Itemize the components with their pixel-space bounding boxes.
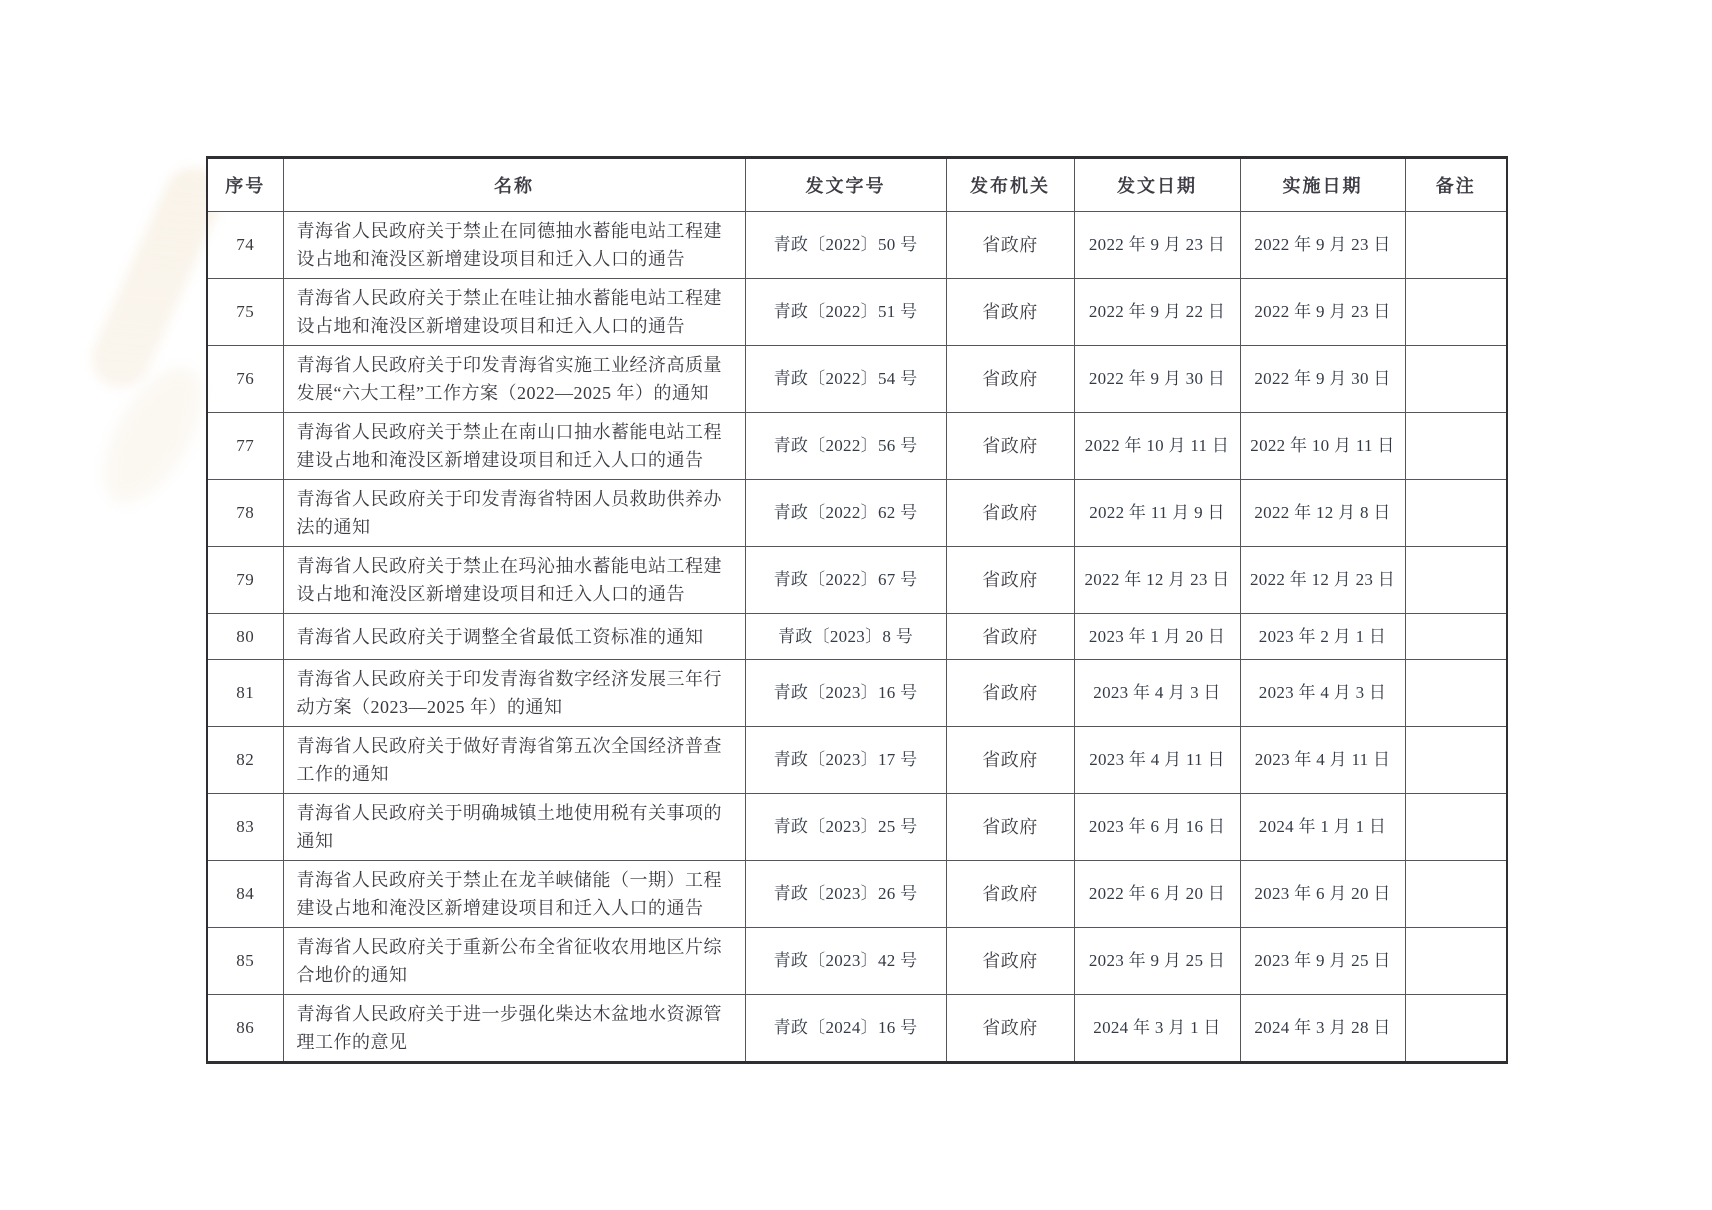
table-row [207, 995, 1507, 1063]
remark-cell [1405, 346, 1507, 413]
issuing-agency-cell: 省政府 [946, 995, 1074, 1063]
serial-number-cell: 84 [207, 861, 283, 928]
issuing-agency-cell: 省政府 [946, 928, 1074, 995]
serial-number-cell: 82 [207, 727, 283, 794]
implementation-date-cell: 2022 年 12 月 8 日 [1240, 480, 1405, 547]
remark-cell [1405, 727, 1507, 794]
document-name-cell: 青海省人民政府关于明确城镇土地使用税有关事项的通知 [283, 794, 745, 861]
issue-date-cell: 2023 年 4 月 3 日 [1074, 660, 1240, 727]
document-name-cell: 青海省人民政府关于做好青海省第五次全国经济普查工作的通知 [283, 727, 745, 794]
header-document-number: 发文字号 [745, 158, 946, 212]
serial-number-cell: 81 [207, 660, 283, 727]
table-row [207, 547, 1507, 614]
serial-number-cell: 86 [207, 995, 283, 1063]
document-number-cell: 青政〔2023〕8 号 [745, 614, 946, 660]
document-name-cell: 青海省人民政府关于禁止在同德抽水蓄能电站工程建设占地和淹没区新增建设项目和迁入人口的通告 [283, 212, 745, 279]
header-row [207, 158, 1507, 212]
issuing-agency-cell: 省政府 [946, 212, 1074, 279]
remark-cell [1405, 547, 1507, 614]
document-name-cell: 青海省人民政府关于禁止在龙羊峡储能（一期）工程建设占地和淹没区新增建设项目和迁入人口的通告 [283, 861, 745, 928]
document-name-cell: 青海省人民政府关于重新公布全省征收农用地区片综合地价的通知 [283, 928, 745, 995]
serial-number-cell: 76 [207, 346, 283, 413]
header-issuing-agency: 发布机关 [946, 158, 1074, 212]
document-table-container [206, 156, 1506, 1064]
issuing-agency-cell: 省政府 [946, 727, 1074, 794]
table-row [207, 861, 1507, 928]
issue-date-cell: 2022 年 11 月 9 日 [1074, 480, 1240, 547]
issue-date-cell: 2022 年 9 月 22 日 [1074, 279, 1240, 346]
document-number-cell: 青政〔2022〕50 号 [745, 212, 946, 279]
document-number-cell: 青政〔2023〕25 号 [745, 794, 946, 861]
issue-date-cell: 2022 年 12 月 23 日 [1074, 547, 1240, 614]
remark-cell [1405, 928, 1507, 995]
document-name-cell: 青海省人民政府关于进一步强化柴达木盆地水资源管理工作的意见 [283, 995, 745, 1063]
issue-date-cell: 2023 年 1 月 20 日 [1074, 614, 1240, 660]
serial-number-cell: 77 [207, 413, 283, 480]
header-implementation-date: 实施日期 [1240, 158, 1405, 212]
serial-number-cell: 75 [207, 279, 283, 346]
header-remarks: 备注 [1405, 158, 1507, 212]
implementation-date-cell: 2023 年 6 月 20 日 [1240, 861, 1405, 928]
serial-number-cell: 80 [207, 614, 283, 660]
implementation-date-cell: 2023 年 4 月 11 日 [1240, 727, 1405, 794]
implementation-date-cell: 2022 年 9 月 23 日 [1240, 279, 1405, 346]
document-number-cell: 青政〔2023〕16 号 [745, 660, 946, 727]
table-row [207, 480, 1507, 547]
document-name-cell: 青海省人民政府关于印发青海省特困人员救助供养办法的通知 [283, 480, 745, 547]
issuing-agency-cell: 省政府 [946, 660, 1074, 727]
issuing-agency-cell: 省政府 [946, 794, 1074, 861]
table-row [207, 928, 1507, 995]
remark-cell [1405, 212, 1507, 279]
table-row [207, 279, 1507, 346]
remark-cell [1405, 794, 1507, 861]
header-document-name: 名称 [283, 158, 745, 212]
implementation-date-cell: 2023 年 4 月 3 日 [1240, 660, 1405, 727]
document-number-cell: 青政〔2024〕16 号 [745, 995, 946, 1063]
document-name-cell: 青海省人民政府关于禁止在南山口抽水蓄能电站工程建设占地和淹没区新增建设项目和迁入人口的通告 [283, 413, 745, 480]
issuing-agency-cell: 省政府 [946, 861, 1074, 928]
issue-date-cell: 2022 年 9 月 30 日 [1074, 346, 1240, 413]
remark-cell [1405, 660, 1507, 727]
document-name-cell: 青海省人民政府关于调整全省最低工资标准的通知 [283, 614, 745, 660]
serial-number-cell: 85 [207, 928, 283, 995]
document-number-cell: 青政〔2023〕17 号 [745, 727, 946, 794]
document-number-cell: 青政〔2023〕26 号 [745, 861, 946, 928]
document-number-cell: 青政〔2022〕67 号 [745, 547, 946, 614]
issue-date-cell: 2023 年 4 月 11 日 [1074, 727, 1240, 794]
table-row [207, 794, 1507, 861]
table-row [207, 660, 1507, 727]
serial-number-cell: 79 [207, 547, 283, 614]
implementation-date-cell: 2024 年 1 月 1 日 [1240, 794, 1405, 861]
issue-date-cell: 2022 年 10 月 11 日 [1074, 413, 1240, 480]
header-serial-number: 序号 [207, 158, 283, 212]
implementation-date-cell: 2024 年 3 月 28 日 [1240, 995, 1405, 1063]
document-number-cell: 青政〔2022〕62 号 [745, 480, 946, 547]
header-issue-date: 发文日期 [1074, 158, 1240, 212]
issuing-agency-cell: 省政府 [946, 346, 1074, 413]
remark-cell [1405, 413, 1507, 480]
document-name-cell: 青海省人民政府关于印发青海省数字经济发展三年行动方案（2023—2025 年）的通知 [283, 660, 745, 727]
table-body [207, 212, 1507, 1063]
implementation-date-cell: 2022 年 10 月 11 日 [1240, 413, 1405, 480]
table-row [207, 212, 1507, 279]
implementation-date-cell: 2023 年 9 月 25 日 [1240, 928, 1405, 995]
implementation-date-cell: 2022 年 9 月 30 日 [1240, 346, 1405, 413]
serial-number-cell: 78 [207, 480, 283, 547]
issuing-agency-cell: 省政府 [946, 614, 1074, 660]
implementation-date-cell: 2022 年 12 月 23 日 [1240, 547, 1405, 614]
document-number-cell: 青政〔2022〕56 号 [745, 413, 946, 480]
issue-date-cell: 2023 年 9 月 25 日 [1074, 928, 1240, 995]
remark-cell [1405, 480, 1507, 547]
document-name-cell: 青海省人民政府关于禁止在玛沁抽水蓄能电站工程建设占地和淹没区新增建设项目和迁入人口的通告 [283, 547, 745, 614]
issue-date-cell: 2024 年 3 月 1 日 [1074, 995, 1240, 1063]
document-number-cell: 青政〔2022〕54 号 [745, 346, 946, 413]
implementation-date-cell: 2023 年 2 月 1 日 [1240, 614, 1405, 660]
issue-date-cell: 2023 年 6 月 16 日 [1074, 794, 1240, 861]
serial-number-cell: 83 [207, 794, 283, 861]
document-name-cell: 青海省人民政府关于印发青海省实施工业经济高质量发展“六大工程”工作方案（2022—2025 年）的通知 [283, 346, 745, 413]
table-row [207, 413, 1507, 480]
issuing-agency-cell: 省政府 [946, 279, 1074, 346]
table-row [207, 346, 1507, 413]
issuing-agency-cell: 省政府 [946, 480, 1074, 547]
issue-date-cell: 2022 年 6 月 20 日 [1074, 861, 1240, 928]
table-row [207, 614, 1507, 660]
serial-number-cell: 74 [207, 212, 283, 279]
document-number-cell: 青政〔2023〕42 号 [745, 928, 946, 995]
implementation-date-cell: 2022 年 9 月 23 日 [1240, 212, 1405, 279]
remark-cell [1405, 995, 1507, 1063]
documents-table [206, 156, 1508, 1064]
remark-cell [1405, 614, 1507, 660]
document-name-cell: 青海省人民政府关于禁止在哇让抽水蓄能电站工程建设占地和淹没区新增建设项目和迁入人口的通告 [283, 279, 745, 346]
remark-cell [1405, 861, 1507, 928]
remark-cell [1405, 279, 1507, 346]
issuing-agency-cell: 省政府 [946, 547, 1074, 614]
issuing-agency-cell: 省政府 [946, 413, 1074, 480]
table-row [207, 727, 1507, 794]
issue-date-cell: 2022 年 9 月 23 日 [1074, 212, 1240, 279]
document-number-cell: 青政〔2022〕51 号 [745, 279, 946, 346]
